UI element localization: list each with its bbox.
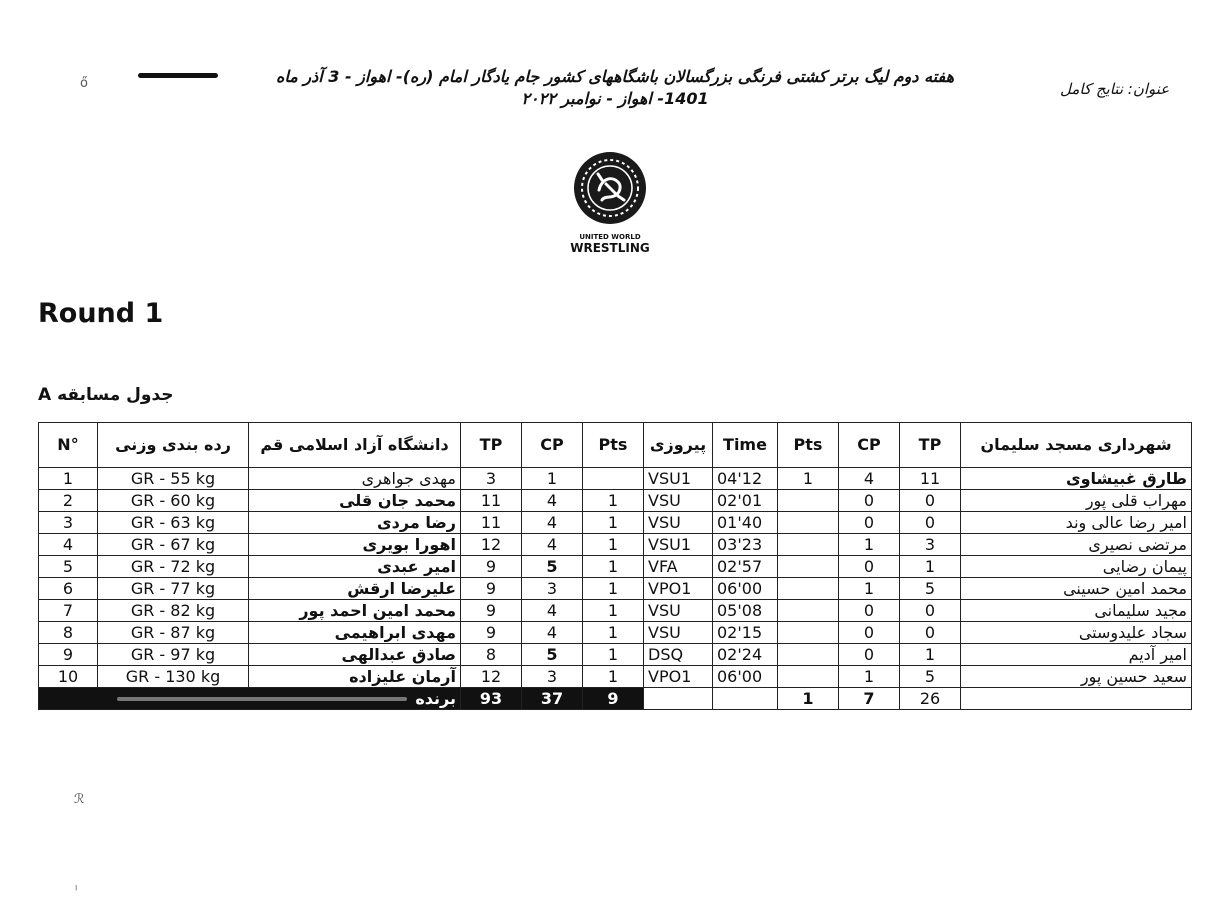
col-pts-left: Pts [583,423,644,468]
scribble-line [138,73,218,78]
cell-tp-left: 9 [461,622,522,644]
winner-cell [39,688,461,710]
cell-wrestler-right: مهراب قلی پور [961,490,1192,512]
col-victory: پیروزی [644,423,713,468]
total-cp-right: 7 [839,688,900,710]
cell-time: 01'40 [713,512,778,534]
cell-number: 8 [39,622,98,644]
cell-tp-right: 1 [900,644,961,666]
cell-number: 1 [39,468,98,490]
cell-pts-right [778,490,839,512]
title-line-1: هفته دوم لیگ برتر کشتی فرنگی بزرگسالان باشگاههای کشور جام یادگار امام (ره)- اهواز - 3 آذر ماه [275,67,955,86]
cell-weight: GR - 72 kg [98,556,249,578]
margin-mark: ˡ [75,884,78,899]
cell-tp-left: 9 [461,578,522,600]
cell-pts-left: 1 [583,666,644,688]
cell-wrestler-left: مهدی جواهری [249,468,461,490]
cell-wrestler-right: سعید حسین پور [961,666,1192,688]
cell-cp-left: 4 [522,622,583,644]
total-cp-left: 37 [522,688,583,710]
table-row [39,490,1192,512]
cell-number: 7 [39,600,98,622]
cell-victory-type: VFA [644,556,713,578]
cell-number: 10 [39,666,98,688]
col-cp-left: CP [522,423,583,468]
cell-cp-left: 4 [522,490,583,512]
logo-line-2: WRESTLING [570,241,650,255]
cell-tp-right: 0 [900,490,961,512]
cell-pts-right: 1 [778,468,839,490]
cell-time: 02'15 [713,622,778,644]
col-team-right: شهرداری مسجد سلیمان [961,423,1192,468]
cell-wrestler-left: مهدی ابراهیمی [249,622,461,644]
table-row [39,644,1192,666]
table-row [39,622,1192,644]
table-row [39,600,1192,622]
wrestling-emblem-icon [572,150,648,226]
cell-cp-left: 4 [522,512,583,534]
cell-tp-right: 3 [900,534,961,556]
cell-victory-type: VSU [644,512,713,534]
cell-wrestler-right: امیر رضا عالی وند [961,512,1192,534]
cell-pts-right [778,512,839,534]
col-number: N° [39,423,98,468]
cell-wrestler-right: طارق غبیشاوی [961,468,1192,490]
cell-pts-left: 1 [583,512,644,534]
cell-victory-type: VSU [644,490,713,512]
cell-cp-left: 5 [522,644,583,666]
cell-wrestler-right: امیر آدیم [961,644,1192,666]
cell-pts-left: 1 [583,534,644,556]
winner-label: برنده [415,688,456,708]
cell-wrestler-right: محمد امین حسینی [961,578,1192,600]
cell-victory-type: VSU1 [644,534,713,556]
cell-cp-right: 1 [839,666,900,688]
cell-cp-left: 3 [522,666,583,688]
cell-cp-right: 0 [839,556,900,578]
cell-number: 3 [39,512,98,534]
cell-wrestler-right: سجاد علیدوستی [961,622,1192,644]
cell-cp-right: 1 [839,578,900,600]
table-row [39,666,1192,688]
cell-wrestler-left: آرمان علیزاده [249,666,461,688]
table-header-row [39,423,1192,468]
cell-tp-left: 12 [461,534,522,556]
cell-pts-left: 1 [583,578,644,600]
cell-tp-left: 3 [461,468,522,490]
cell-tp-left: 12 [461,666,522,688]
cell-weight: GR - 97 kg [98,644,249,666]
cell-number: 6 [39,578,98,600]
cell-weight: GR - 55 kg [98,468,249,490]
cell-weight: GR - 77 kg [98,578,249,600]
cell-pts-right [778,644,839,666]
cell-cp-left: 5 [522,556,583,578]
cell-wrestler-left: محمد امین احمد پور [249,600,461,622]
table-row [39,534,1192,556]
total-tp-left: 93 [461,688,522,710]
cell-wrestler-right: مرتضی نصیری [961,534,1192,556]
cell-tp-right: 0 [900,600,961,622]
logo-line-1: UNITED WORLD [579,233,641,241]
cell-wrestler-left: امیر عبدی [249,556,461,578]
table-row [39,578,1192,600]
cell-tp-left: 9 [461,600,522,622]
cell-victory-type: VPO1 [644,578,713,600]
cell-number: 2 [39,490,98,512]
col-tp-right: TP [900,423,961,468]
cell-cp-right: 0 [839,490,900,512]
margin-mark: ő [80,76,88,91]
cell-victory-type: VSU1 [644,468,713,490]
cell-pts-left [583,468,644,490]
cell-weight: GR - 130 kg [98,666,249,688]
col-cp-right: CP [839,423,900,468]
cell-number: 9 [39,644,98,666]
cell-cp-left: 3 [522,578,583,600]
cell-time: 05'08 [713,600,778,622]
cell-wrestler-left: علیرضا ارقش [249,578,461,600]
cell-pts-left: 1 [583,490,644,512]
cell-time: 02'24 [713,644,778,666]
col-tp-left: TP [461,423,522,468]
col-time: Time [713,423,778,468]
col-pts-right: Pts [778,423,839,468]
cell-tp-left: 11 [461,490,522,512]
cell-pts-left: 1 [583,556,644,578]
cell-pts-right [778,534,839,556]
cell-pts-left: 1 [583,644,644,666]
table-row [39,468,1192,490]
cell-time: 03'23 [713,534,778,556]
total-empty-cell [644,688,713,710]
table-row [39,512,1192,534]
total-tp-right: 26 [900,688,961,710]
redacted-scribble [117,697,407,701]
cell-wrestler-right: مجید سلیمانی [961,600,1192,622]
cell-tp-right: 5 [900,578,961,600]
cell-time: 02'57 [713,556,778,578]
cell-victory-type: VSU [644,600,713,622]
cell-tp-right: 1 [900,556,961,578]
cell-pts-right [778,578,839,600]
totals-row [39,688,1192,710]
cell-cp-right: 0 [839,622,900,644]
cell-tp-right: 0 [900,512,961,534]
cell-time: 06'00 [713,666,778,688]
cell-tp-right: 0 [900,622,961,644]
cell-weight: GR - 82 kg [98,600,249,622]
cell-weight: GR - 67 kg [98,534,249,556]
uww-logo [565,150,655,254]
table-row [39,556,1192,578]
cell-cp-left: 1 [522,468,583,490]
cell-wrestler-left: اهورا بویری [249,534,461,556]
cell-pts-right [778,666,839,688]
cell-cp-left: 4 [522,534,583,556]
cell-pts-right [778,622,839,644]
cell-cp-left: 4 [522,600,583,622]
total-pts-left: 9 [583,688,644,710]
cell-pts-right [778,556,839,578]
cell-wrestler-left: رضا مردی [249,512,461,534]
round-title: Round 1 [38,298,164,329]
cell-victory-type: VSU [644,622,713,644]
cell-cp-right: 0 [839,512,900,534]
title-line-2: 1401- اهواز - نوامبر ۲۰۲۲ [521,89,709,108]
cell-tp-left: 11 [461,512,522,534]
total-empty-cell [961,688,1192,710]
cell-cp-right: 0 [839,644,900,666]
group-title: A جدول مسابقه [38,385,174,405]
cell-time: 04'12 [713,468,778,490]
col-team-left: دانشگاه آزاد اسلامی قم [249,423,461,468]
cell-pts-right [778,600,839,622]
cell-weight: GR - 60 kg [98,490,249,512]
cell-cp-right: 1 [839,534,900,556]
cell-time: 02'01 [713,490,778,512]
cell-pts-left: 1 [583,600,644,622]
cell-tp-left: 8 [461,644,522,666]
document-title [240,66,990,110]
cell-tp-right: 5 [900,666,961,688]
cell-number: 5 [39,556,98,578]
cell-victory-type: DSQ [644,644,713,666]
cell-victory-type: VPO1 [644,666,713,688]
cell-pts-left: 1 [583,622,644,644]
cell-cp-right: 4 [839,468,900,490]
cell-weight: GR - 87 kg [98,622,249,644]
cell-time: 06'00 [713,578,778,600]
cell-tp-left: 9 [461,556,522,578]
cell-wrestler-right: پیمان رضایی [961,556,1192,578]
total-pts-right: 1 [778,688,839,710]
cell-tp-right: 11 [900,468,961,490]
margin-mark: ℛ [74,792,85,807]
results-table [38,422,1192,710]
col-weight-class: رده بندی وزنی [98,423,249,468]
cell-weight: GR - 63 kg [98,512,249,534]
cell-cp-right: 0 [839,600,900,622]
total-empty-cell [713,688,778,710]
cell-wrestler-left: صادق عبدالهی [249,644,461,666]
results-heading: عنوان: نتایج کامل [1060,80,1170,98]
cell-number: 4 [39,534,98,556]
cell-wrestler-left: محمد جان قلی [249,490,461,512]
